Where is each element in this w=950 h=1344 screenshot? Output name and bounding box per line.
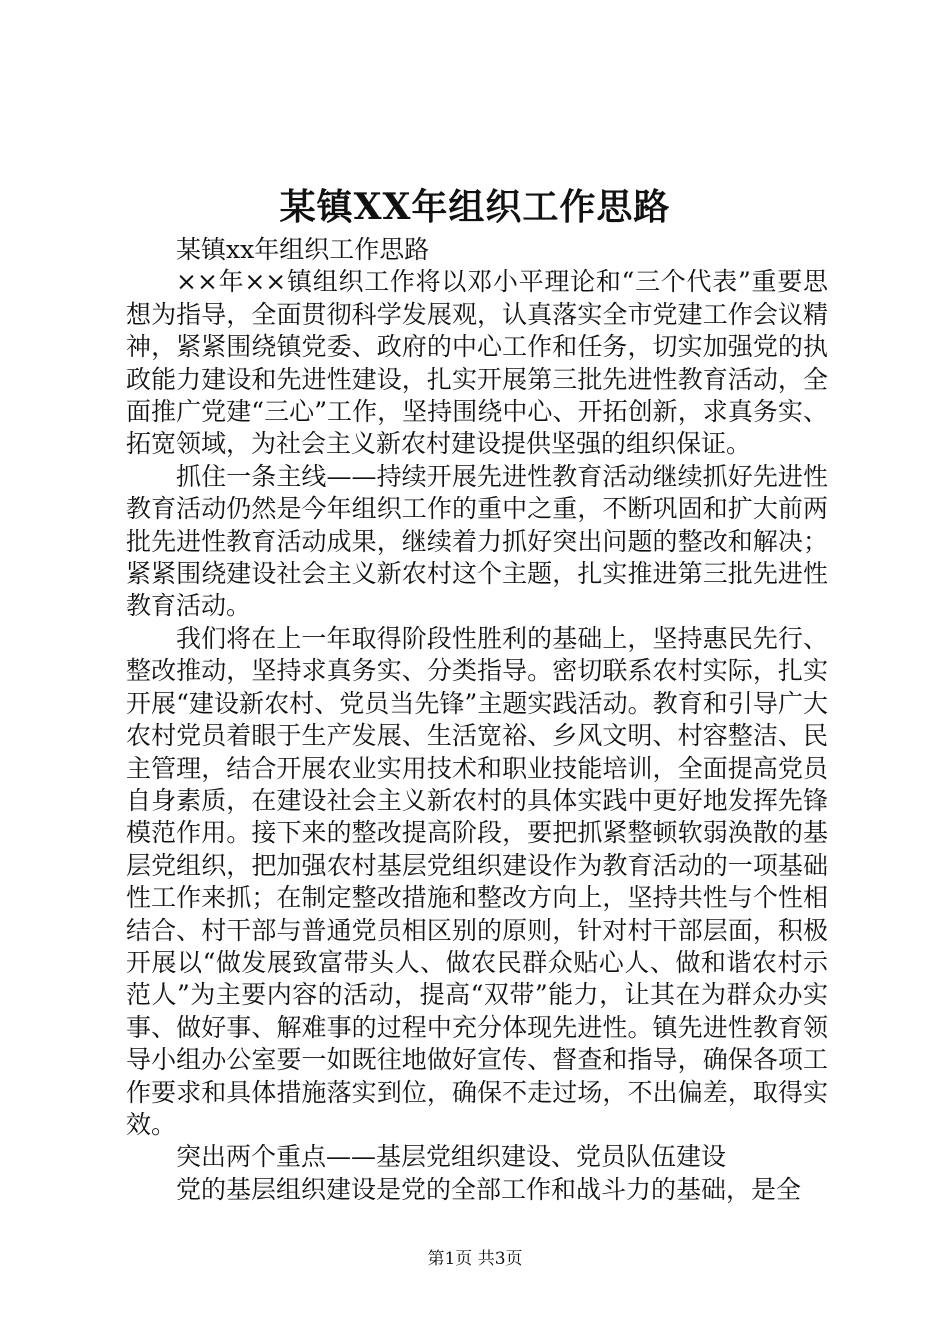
document-body [126,234,828,1206]
paragraph-intro: ××年××镇组织工作将以邓小平理论和“三个代表”重要思想为指导，全面贯彻科学发展观，认真落实全市党建工作会议精神，紧紧围绕镇党委、政府的中心工作和任务，切实加强党的执政能力建设和先进性建设，扎实开展第三批先进性教育活动，全面推广党建“三心”工作，坚持围绕中心、开拓创新，求真务实、拓宽领域，为社会主义新农村建设提供坚强的组织保证。 [126,267,828,459]
document-title: 某镇XX年组织工作思路 [279,186,671,228]
paragraph-org-building: 党的基层组织建设是党的全部工作和战斗力的基础，是全 [176,1174,802,1204]
page-footer: 第1页 共3页 [427,1249,523,1269]
paragraph-main-line: 抓住一条主线——持续开展先进性教育活动继续抓好先进性教育活动仍然是今年组织工作的重中之重，不断巩固和扩大前两批先进性教育活动成果，继续着力抓好突出问题的整改和解决；紧紧围绕建设社会主义新农村这个主题，扎实推进第三批先进性教育活动。 [126,461,828,621]
paragraph-subtitle: 某镇xx年组织工作思路 [176,235,430,264]
paragraph-two-focus-heading: 突出两个重点——基层党组织建设、党员队伍建设 [176,1142,727,1172]
paragraph-plan: 我们将在上一年取得阶段性胜利的基础上，坚持惠民先行、整改推动，坚持求真务实、分类指导。密切联系农村实际，扎实开展“建设新农村、党员当先锋”主题实践活动。教育和引导广大农村党员着眼于生产发展、生活宽裕、乡风文明、村容整洁、民主管理，结合开展农业实用技术和职业技能培训，全面提高党员自身素质，在建设社会主义新农村的具体实践中更好地发挥先锋模范作用。接下来的整改提高阶段，要把抓紧整顿软弱涣散的基层党组织，把加强农村基层党组织建设作为教育活动的一项基础性工作来抓；在制定整改措施和整改方向上，坚持共性与个性相结合、村干部与普通党员相区别的原则，针对村干部层面，积极开展以“做发展致富带头人、做农民群众贴心人、做和谐农村示范人”为主要内容的活动，提高“双带”能力，让其在为群众办实事、做好事、解难事的过程中充分体现先进性。镇先进性教育领导小组办公室要一如既往地做好宣传、督查和指导，确保各项工作要求和具体措施落实到位，确保不走过场，不出偏差，取得实效。 [126,623,828,1139]
